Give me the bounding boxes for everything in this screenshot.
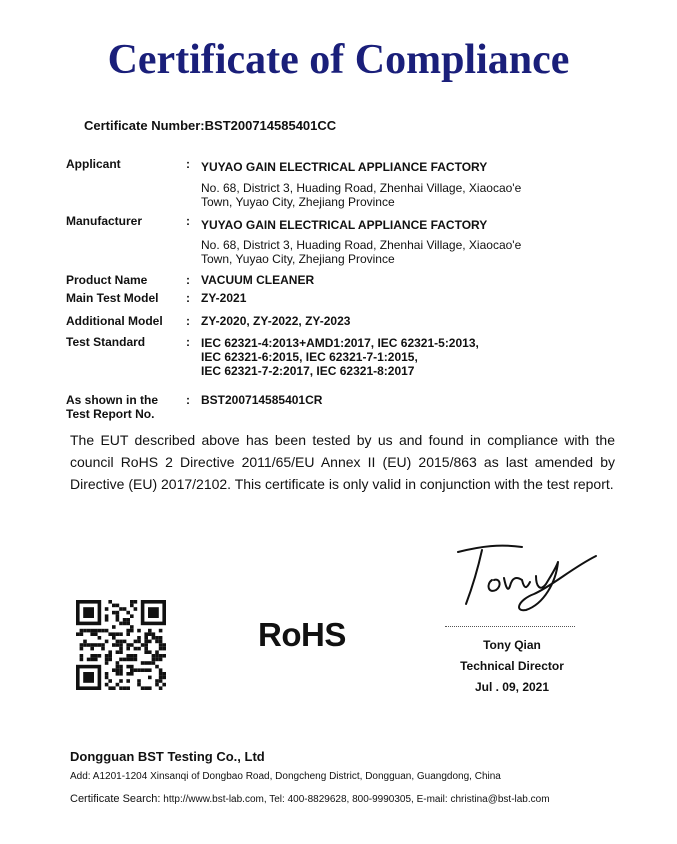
footer-address: Add: A1201-1204 Xinsanqi of Dongbao Road, Dongcheng District, Dongguan, Guangdong, China (70, 771, 501, 782)
signatory-title: Technical Director (460, 659, 564, 673)
product-name-label: Product Name (66, 273, 148, 287)
main-test-model-label: Main Test Model (66, 291, 159, 305)
test-standard-line2: IEC 62321-6:2015, IEC 62321-7-1:2015, (201, 350, 418, 364)
signature-line (445, 626, 575, 627)
applicant-address-line2: Town, Yuyao City, Zhejiang Province (201, 195, 395, 209)
product-name-value: VACUUM CLEANER (201, 273, 315, 287)
test-standard-colon: : (186, 335, 190, 349)
product-name-colon: : (186, 273, 190, 287)
manufacturer-address-line1: No. 68, District 3, Huading Road, Zhenhai Village, Xiaocao'e (201, 238, 522, 252)
certificate-title: Certificate of Compliance (107, 37, 570, 83)
footer-company: Dongguan BST Testing Co., Ltd (70, 749, 265, 764)
test-report-colon: : (186, 393, 190, 407)
test-report-label-line1: As shown in the (66, 393, 159, 407)
applicant-colon: : (186, 157, 190, 171)
main-test-model-value: ZY-2021 (201, 291, 247, 305)
manufacturer-colon: : (186, 214, 190, 228)
search-info[interactable]: http://www.bst-lab.com, Tel: 400-8829628, 800-9990305, E-mail: christina@bst-lab.com (160, 794, 550, 805)
manufacturer-name: YUYAO GAIN ELECTRICAL APPLIANCE FACTORY (201, 218, 488, 232)
search-label: Certificate Search: (70, 793, 161, 805)
applicant-address-line1: No. 68, District 3, Huading Road, Zhenhai Village, Xiaocao'e (201, 181, 522, 195)
manufacturer-address-line2: Town, Yuyao City, Zhejiang Province (201, 252, 395, 266)
test-standard-label: Test Standard (66, 335, 146, 349)
applicant-name: YUYAO GAIN ELECTRICAL APPLIANCE FACTORY (201, 160, 488, 174)
signatory-name: Tony Qian (483, 638, 541, 652)
footer-search (70, 793, 550, 805)
test-report-label-line2: Test Report No. (66, 407, 155, 421)
rohs-mark: RoHS (258, 616, 346, 653)
manufacturer-label: Manufacturer (66, 214, 143, 228)
test-standard-line3: IEC 62321-7-2:2017, IEC 62321-8:2017 (201, 364, 415, 378)
signature (452, 538, 602, 623)
qr-code[interactable] (76, 600, 166, 695)
applicant-label: Applicant (66, 157, 121, 171)
additional-model-value: ZY-2020, ZY-2022, ZY-2023 (201, 314, 351, 328)
main-test-model-colon: : (186, 291, 190, 305)
signatory-date: Jul . 09, 2021 (474, 680, 550, 694)
certificate-number: Certificate Number:BST200714585401CC (84, 118, 337, 133)
test-standard-line1: IEC 62321-4:2013+AMD1:2017, IEC 62321-5:2013, (201, 336, 479, 350)
additional-model-label: Additional Model (66, 314, 163, 328)
additional-model-colon: : (186, 314, 190, 328)
test-report-value: BST200714585401CR (201, 393, 323, 407)
compliance-statement: The EUT described above has been tested by us and found in compliance with the council RoHS 2 Directive 2011/65/EU Annex II (EU) 2015/863 as last amended by Directive (EU) 2017/2102. This certificate is only valid in conjunction with the test report. (70, 432, 615, 492)
